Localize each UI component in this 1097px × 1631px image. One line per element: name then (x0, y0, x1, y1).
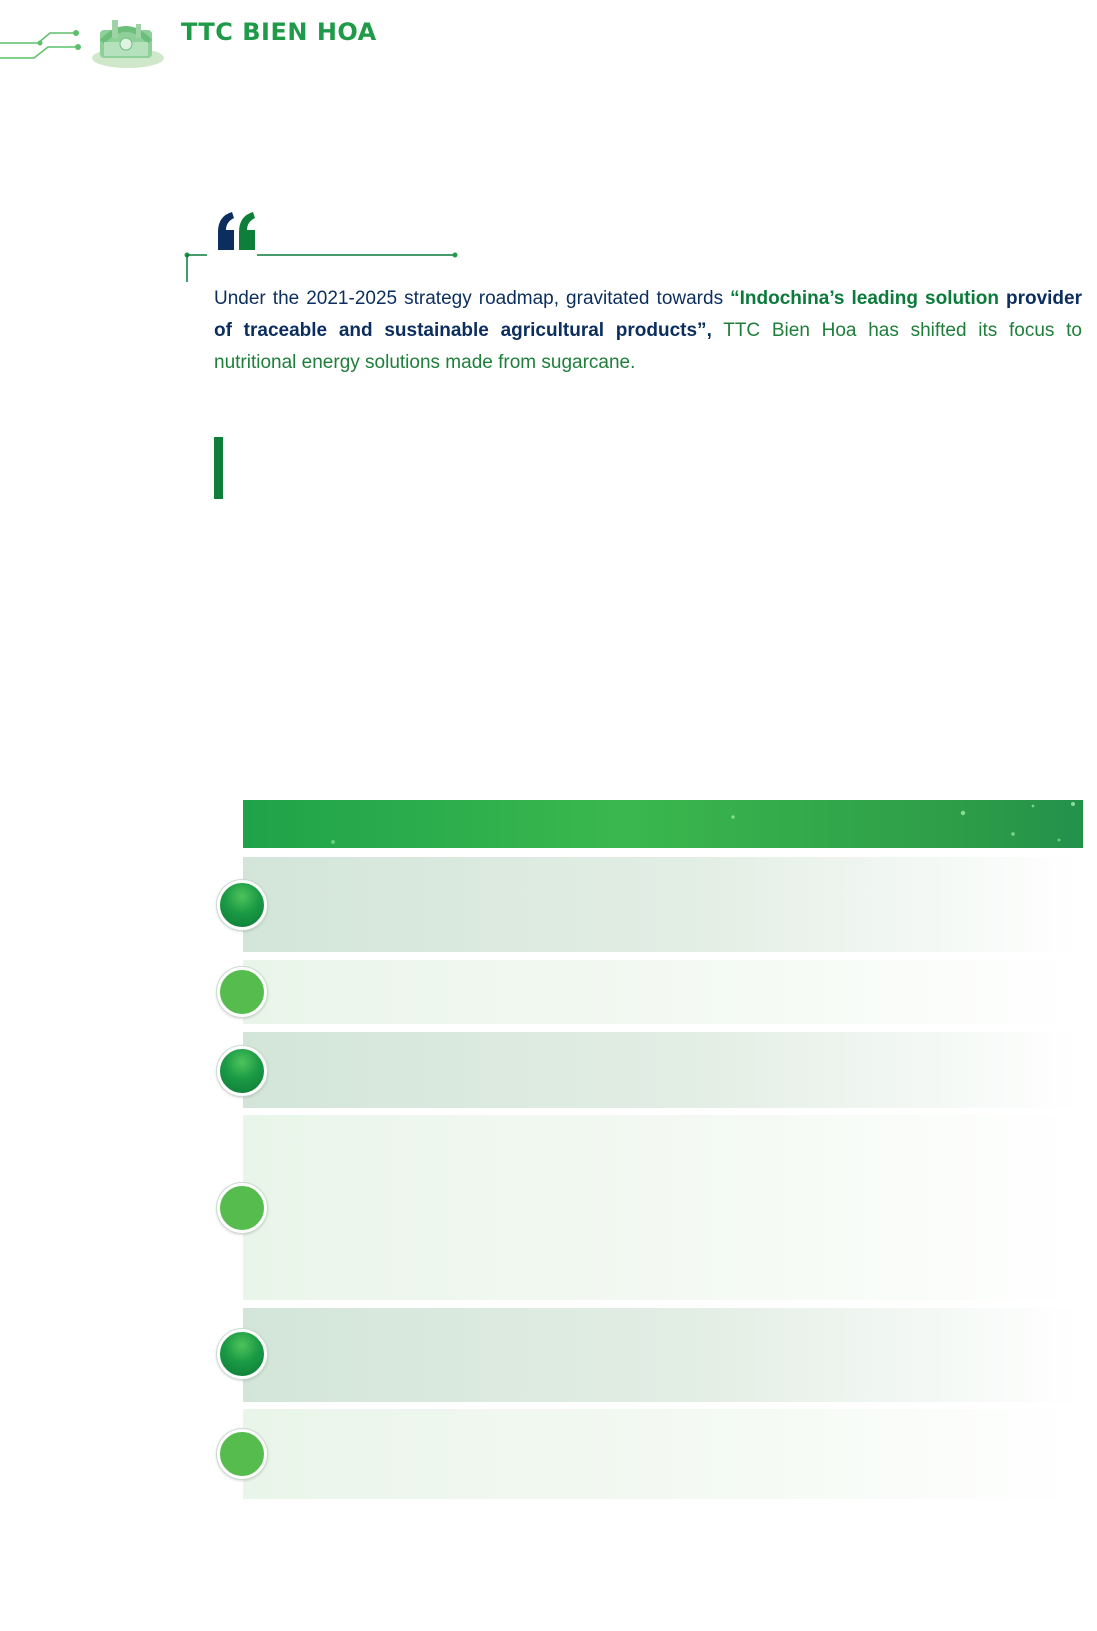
quote-highlight-part2: provider of traceable and sustainable agricultural products” (214, 288, 1083, 341)
quote-tail-part2: to nutritional energy solutions made from sugarcane. (214, 320, 1083, 373)
bullet-dot-icon (217, 967, 267, 1017)
list-row-1 (243, 857, 1083, 952)
quote-highlight-part1: “Indochina’s leading solution (730, 288, 999, 309)
quote-tail-part1: TTC Bien Hoa has shifted its focus (711, 320, 1055, 341)
banner-sparkle-decoration (243, 800, 1083, 848)
bullet-dot-icon (217, 1429, 267, 1479)
list-row-3 (243, 1032, 1083, 1108)
list-row-2 (243, 960, 1083, 1024)
bullet-dot-icon (217, 1183, 267, 1233)
bullet-dot-icon (217, 1329, 267, 1379)
list-row-4 (243, 1115, 1083, 1300)
list-row-6 (243, 1409, 1083, 1499)
list-row-5 (243, 1308, 1083, 1402)
sugar-factory-illustration-icon (0, 6, 170, 76)
bullet-dot-icon (217, 1046, 267, 1096)
section-accent-bar (214, 437, 223, 499)
brand-name: TTC BIEN HOA (181, 18, 377, 46)
quote-lead: Under the 2021-2025 strategy roadmap, gravitated towards (214, 288, 731, 309)
quotation-mark-icon (214, 210, 260, 256)
strategy-quote-paragraph (214, 283, 1082, 379)
quote-highlight-comma: , (706, 320, 712, 341)
bullet-dot-icon (217, 880, 267, 930)
